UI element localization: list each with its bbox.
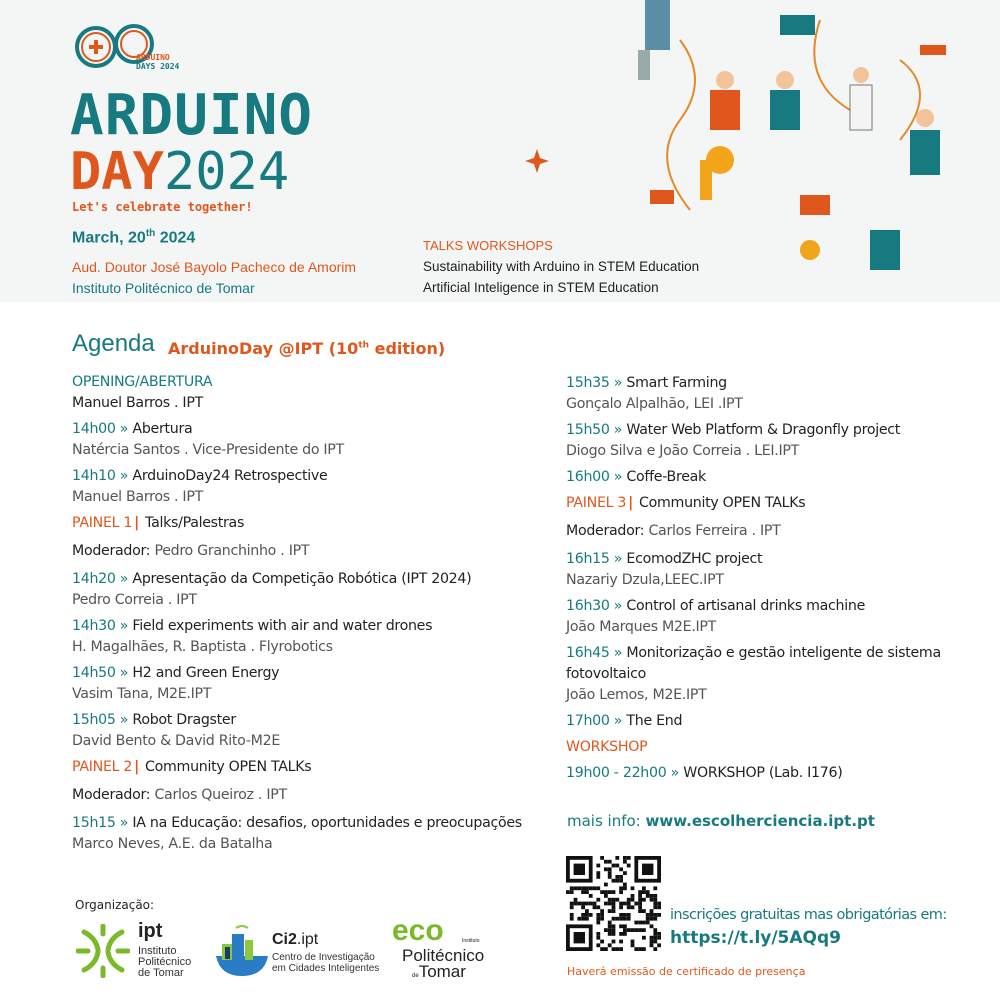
moderator-name: Carlos Queiroz . IPT	[154, 787, 287, 803]
agenda-header	[566, 737, 986, 758]
talk-time: 14h50 »	[72, 665, 129, 681]
agenda-talk	[72, 569, 542, 611]
talk-topic: Sustainability with Arduino in STEM Education	[423, 259, 700, 274]
moderator-name: Pedro Granchinho . IPT	[154, 543, 310, 559]
talk-title-line	[72, 569, 542, 590]
moderator-label: Moderador:	[566, 523, 645, 539]
agenda-talk	[566, 596, 986, 638]
talk-title: The End	[626, 713, 683, 729]
info-link[interactable]: www.escolherciencia.ipt.pt	[645, 812, 875, 830]
panel-divider: |	[628, 495, 634, 511]
agenda-title: Agenda	[72, 330, 155, 357]
talk-title: Smart Farming	[626, 375, 727, 391]
panel-title: Community OPEN TALKs	[639, 495, 806, 511]
moderator-label: Moderador:	[72, 787, 151, 803]
agenda-panel	[72, 513, 542, 534]
talk-title: Robot Dragster	[132, 712, 236, 728]
talk-title-line	[566, 643, 986, 685]
talk-topic: Artificial Inteligence in STEM Education	[423, 280, 659, 295]
agenda-right-column	[566, 373, 986, 789]
talk-title: Coffe-Break	[626, 469, 706, 485]
talk-speaker: Nazariy Dzula,LEEC.IPT	[566, 572, 724, 588]
agenda-moderator	[72, 541, 542, 562]
talk-speaker: Vasim Tana, M2E.IPT	[72, 686, 212, 702]
certificate-note: Haverá emissão de certificado de presença	[567, 965, 806, 978]
agenda-moderator	[566, 521, 986, 542]
section-header: WORKSHOP	[566, 739, 648, 755]
agenda-talk	[72, 663, 542, 705]
agenda-talk	[566, 467, 986, 488]
talk-title-line	[566, 763, 986, 784]
agenda-panel	[72, 757, 542, 778]
talk-time: 16h00 »	[566, 469, 623, 485]
registration-text: inscrições gratuitas mas obrigatórias em:	[670, 907, 947, 923]
talk-title: Monitorização e gestão inteligente de sistema fotovoltaico	[566, 645, 941, 682]
agenda-talk	[566, 420, 986, 462]
talk-title-line	[72, 663, 542, 684]
ipt-logo-name: ipt	[138, 920, 163, 942]
talk-title: Apresentação da Competição Robótica (IPT 2024)	[132, 571, 472, 587]
talk-title: IA na Educação: desafios, oportunidades e preocupações	[132, 815, 522, 831]
ipt-logo-icon	[76, 924, 130, 978]
agenda-left-column	[72, 372, 542, 860]
panel-divider: |	[134, 759, 140, 775]
panel-divider: |	[134, 515, 140, 531]
talk-time: 16h45 »	[566, 645, 623, 661]
talk-title-line	[566, 373, 986, 394]
registration-link[interactable]: https://t.ly/5AQq9	[670, 928, 841, 948]
talk-title: H2 and Green Energy	[132, 665, 280, 681]
hero-banner	[0, 0, 1000, 302]
ipt-logo-text: Instituto Politécnico de Tomar	[138, 945, 192, 979]
organization-label: Organização:	[75, 898, 155, 912]
talk-time: 17h00 »	[566, 713, 623, 729]
talk-title-line	[566, 467, 986, 488]
qr-code[interactable]	[566, 856, 661, 951]
talk-time: 16h15 »	[566, 551, 623, 567]
venue-name: Aud. Doutor José Bayolo Pacheco de Amorim	[72, 259, 357, 275]
talk-title-line	[566, 711, 986, 732]
logo-text: ARDUINO DAYS 2024	[136, 53, 180, 71]
talk-title-line	[72, 616, 542, 637]
talk-title-line	[72, 419, 542, 440]
agenda-talk	[72, 813, 542, 855]
talk-title-line	[72, 813, 542, 834]
talk-title: ArduinoDay24 Retrospective	[132, 468, 328, 484]
talk-title-line	[566, 420, 986, 441]
talk-time: 15h05 »	[72, 712, 129, 728]
moderator-name: Carlos Ferreira . IPT	[648, 523, 781, 539]
talk-time: 19h00 - 22h00 »	[566, 765, 680, 781]
makers-illustration	[520, 0, 1000, 300]
talk-time: 14h30 »	[72, 618, 129, 634]
talk-time: 15h35 »	[566, 375, 623, 391]
agenda-talk	[566, 711, 986, 732]
panel-title: Community OPEN TALKs	[145, 759, 312, 775]
talk-speaker: João Marques M2E.IPT	[566, 619, 717, 635]
talk-speaker: Manuel Barros . IPT	[72, 489, 203, 505]
agenda-talk	[566, 643, 986, 706]
more-info: mais info: www.escolherciencia.ipt.pt	[567, 812, 875, 830]
talk-speaker: Gonçalo Alpalhão, LEI .IPT	[566, 396, 743, 412]
eco-logo-small: Instituto	[462, 938, 480, 944]
panel-label: PAINEL 1	[72, 515, 133, 531]
talk-speaker: João Lemos, M2E.IPT	[566, 687, 707, 703]
event-title-year: DAY2024	[70, 142, 290, 202]
panel-label: PAINEL 3	[566, 495, 627, 511]
talk-speaker: Pedro Correia . IPT	[72, 592, 197, 608]
agenda-talk	[72, 616, 542, 658]
agenda-talk	[566, 549, 986, 591]
talk-speaker: Natércia Santos . Vice-Presidente do IPT	[72, 442, 344, 458]
talk-time: 14h20 »	[72, 571, 129, 587]
event-date: March, 20th 2024	[72, 228, 196, 247]
talk-time: 15h50 »	[566, 422, 623, 438]
talks-workshops-label: TALKS WORKSHOPS	[423, 238, 553, 253]
talk-title-line	[566, 596, 986, 617]
agenda-talk	[72, 466, 542, 508]
talk-title-line	[72, 466, 542, 487]
talk-time: 14h10 »	[72, 468, 129, 484]
talk-time: 15h15 »	[72, 815, 129, 831]
talk-title: Water Web Platform & Dragonfly project	[626, 422, 901, 438]
talk-title: Field experiments with air and water drones	[132, 618, 433, 634]
panel-title: Talks/Palestras	[145, 515, 245, 531]
talk-time: 14h00 »	[72, 421, 129, 437]
venue-institution: Instituto Politécnico de Tomar	[72, 280, 255, 296]
agenda-panel	[566, 493, 986, 514]
talk-title-line	[566, 549, 986, 570]
talk-title: Control of artisanal drinks machine	[626, 598, 866, 614]
panel-label: PAINEL 2	[72, 759, 133, 775]
talk-title: EcomodZHC project	[626, 551, 763, 567]
agenda-subtitle: ArduinoDay @IPT (10th edition)	[168, 339, 446, 358]
talk-title: WORKSHOP (Lab. I176)	[683, 765, 843, 781]
agenda-talk	[566, 373, 986, 415]
talk-title-line	[72, 710, 542, 731]
event-title: ARDUINO	[70, 83, 314, 148]
talk-speaker: H. Magalhães, R. Baptista . Flyrobotics	[72, 639, 333, 655]
agenda-header	[72, 372, 542, 414]
section-presenter: Manuel Barros . IPT	[72, 395, 203, 411]
section-header: OPENING/ABERTURA	[72, 374, 213, 390]
eco-logo-text: Politécnico deTomar	[402, 946, 485, 981]
talk-title: Abertura	[132, 421, 193, 437]
talk-time: 16h30 »	[566, 598, 623, 614]
agenda-talk	[72, 419, 542, 461]
talk-speaker: Marco Neves, A.E. da Batalha	[72, 836, 273, 852]
tagline: Let's celebrate together!	[72, 200, 253, 214]
talk-speaker: David Bento & David Rito-M2E	[72, 733, 280, 749]
agenda-moderator	[72, 785, 542, 806]
ci2-logo-text: Centro de Investigação em Cidades Inteligentes	[272, 952, 380, 974]
talk-speaker: Diogo Silva e João Correia . LEI.IPT	[566, 443, 799, 459]
ci2-logo-icon	[214, 922, 270, 978]
agenda-talk	[72, 710, 542, 752]
ci2-logo-name: Ci2.ipt	[272, 931, 319, 948]
moderator-label: Moderador:	[72, 543, 151, 559]
eco-logo-name: eco	[392, 914, 444, 947]
agenda-talk	[566, 763, 986, 784]
